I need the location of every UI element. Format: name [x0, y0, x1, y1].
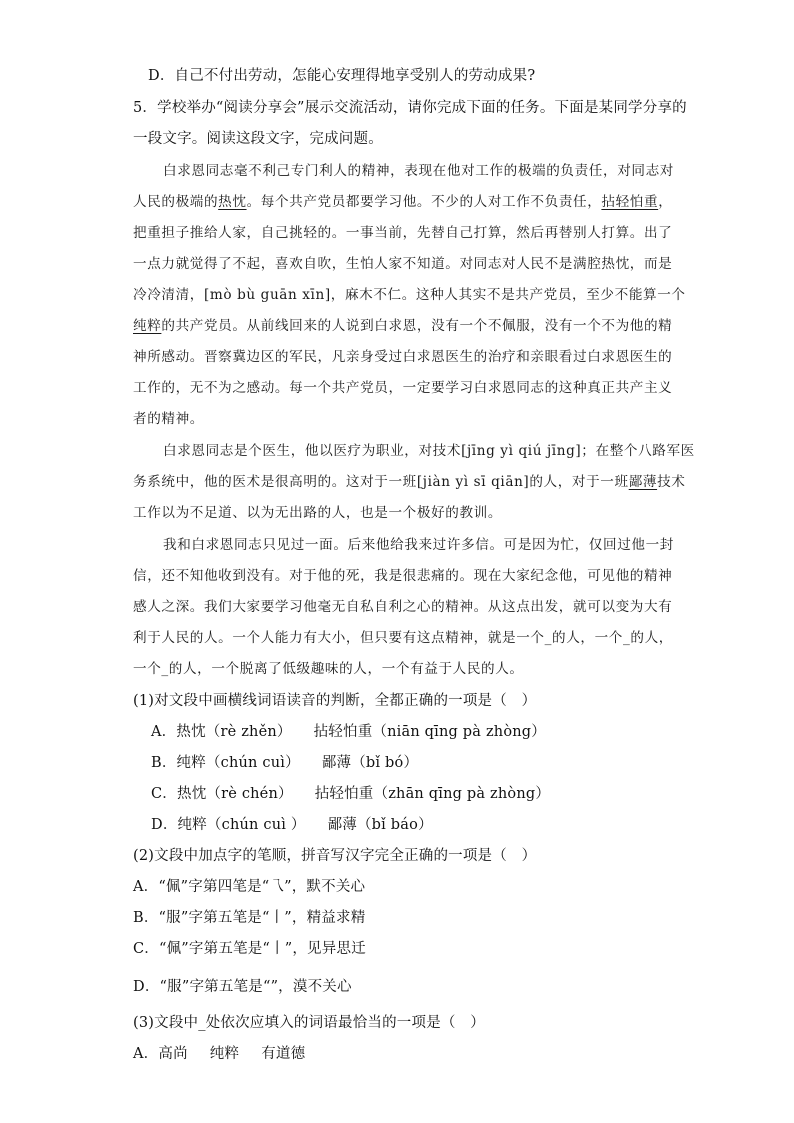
underlined-word-bibo: 鄙薄 [628, 474, 658, 490]
passage-text: 。每个共产党员都要学习他。不少的人对工作不负责任， [246, 194, 602, 210]
sub1-option-c [151, 784, 550, 804]
passage-p3-line1: 我和白求恩同志只见过一面。后来他给我来过许多信。可是因为忙，仅回过他一封 [163, 537, 674, 553]
passage-p1-line7: 神所感动。晋察冀边区的军民，凡亲身受过白求恩医生的治疗和亲眼看过白求恩医生的 [133, 349, 673, 365]
sub2-stem: (2)文段中加点字的笔顺，拼音写汉字完全正确的一项是（ ） [133, 848, 537, 864]
sub2-option-d: D．“服”字第五笔是“”，漠不关心 [133, 979, 352, 995]
option-word: 有道德 [261, 1046, 306, 1062]
sub2-option-a: A．“佩”字第四笔是“乁”，默不关心 [133, 879, 366, 895]
passage-text: 的共产党员。从前线回来的人说到白求恩，没有一个不佩服，没有一个不为他的精 [161, 318, 673, 334]
q5-intro-line1: 5．学校举办“阅读分享会”展示交流活动，请你完成下面的任务。下面是某同学分享的 [133, 100, 687, 116]
passage-p3-line5: 一个_的人，一个脱离了低级趣味的人，一个有益于人民的人。 [133, 661, 524, 677]
option-word: B．纯粹（chún cuì） [151, 755, 300, 771]
q4-option-d: D．自己不付出劳动，怎能心安理得地享受别人的劳动成果? [148, 68, 536, 84]
passage-p2-line3: 工作以为不足道、以为无出路的人，也是一个极好的教训。 [133, 505, 503, 521]
passage-text: 技术 [657, 474, 686, 490]
option-word: 纯粹 [209, 1046, 240, 1062]
passage-text: 人民的极端的 [133, 194, 219, 210]
sub3-stem: (3)文段中_处依次应填入的词语最恰当的一项是（ ） [133, 1015, 485, 1031]
underlined-word-chuncui: 纯粹 [133, 318, 162, 334]
passage-p2-line1: 白求恩同志是个医生，他以医疗为职业，对技术[jīng yì qiú jīng]；在整个八路军医 [163, 443, 695, 459]
underlined-word-nianqingpazhong: 拈轻怕重 [601, 194, 659, 210]
sub1-stem: (1)对文段中画横线词语读音的判断，全都正确的一项是（ ） [133, 693, 537, 709]
passage-p1-line2 [133, 192, 672, 212]
underlined-word-rechen: 热忱 [218, 194, 247, 210]
option-word: C．热忱（rè chén） [151, 786, 293, 802]
passage-p1-line1: 白求恩同志毫不利己专门利人的精神，表现在他对工作的极端的负责任，对同志对 [163, 163, 674, 179]
option-word: A．高尚 [133, 1046, 188, 1062]
passage-text: 务系统中，他的医术是很高明的。这对于一班[jiàn yì sī qiān]的人，对于一班 [133, 474, 629, 490]
sub3-option-a [133, 1044, 305, 1064]
passage-p1-line3: 把重担子推给人家，自己挑轻的。一事当前，先替自己打算，然后再替别人打算。出了 [133, 225, 673, 241]
passage-p3-line2: 信，还不知他收到没有。对于他的死，我是很悲痛的。现在大家纪念他，可见他的精神 [133, 568, 673, 584]
passage-p3-line4: 利于人民的人。一个人能力有大小，但只要有这点精神，就是一个_的人，一个_的人， [133, 630, 673, 646]
passage-p1-line6 [133, 316, 672, 336]
sub1-option-b [151, 753, 418, 773]
option-word: 鄙薄（bǐ bó） [321, 755, 419, 771]
option-word: D．纯粹（chún cuì ） [151, 817, 306, 833]
q5-intro-line2: 一段文字。阅读这段文字，完成问题。 [133, 131, 383, 147]
passage-p1-line9: 者的精神。 [133, 411, 204, 427]
option-word: 拈轻怕重（zhān qīng pà zhòng） [314, 786, 551, 802]
passage-p2-line2 [133, 472, 685, 492]
passage-p1-line4: 一点力就觉得了不起，喜欢自吹，生怕人家不知道。对同志对人民不是满腔热忱，而是 [133, 256, 673, 272]
passage-p1-line5: 冷冷清清，[mò bù guān xīn]，麻木不仁。这种人其实不是共产党员，至少不能算一个 [133, 287, 686, 303]
sub1-option-d [151, 815, 433, 835]
sub2-option-b: B．“服”字第五笔是“丨”，精益求精 [133, 910, 366, 926]
sub2-option-c: C．“佩”字第五笔是“丨”，见异思迁 [133, 941, 366, 957]
sub1-option-a [151, 722, 546, 742]
passage-p1-line8: 工作的，无不为之感动。每一个共产党员，一定要学习白求恩同志的这种真正共产主义 [133, 380, 673, 396]
option-word: A．热忱（rè zhěn） [151, 724, 292, 740]
passage-p3-line3: 感人之深。我们大家要学习他毫无自私自利之心的精神。从这点出发，就可以变为大有 [133, 599, 673, 615]
option-word: 鄙薄（bǐ báo） [327, 817, 433, 833]
option-word: 拈轻怕重（niān qīng pà zhòng） [313, 724, 546, 740]
passage-text: ， [658, 194, 673, 210]
